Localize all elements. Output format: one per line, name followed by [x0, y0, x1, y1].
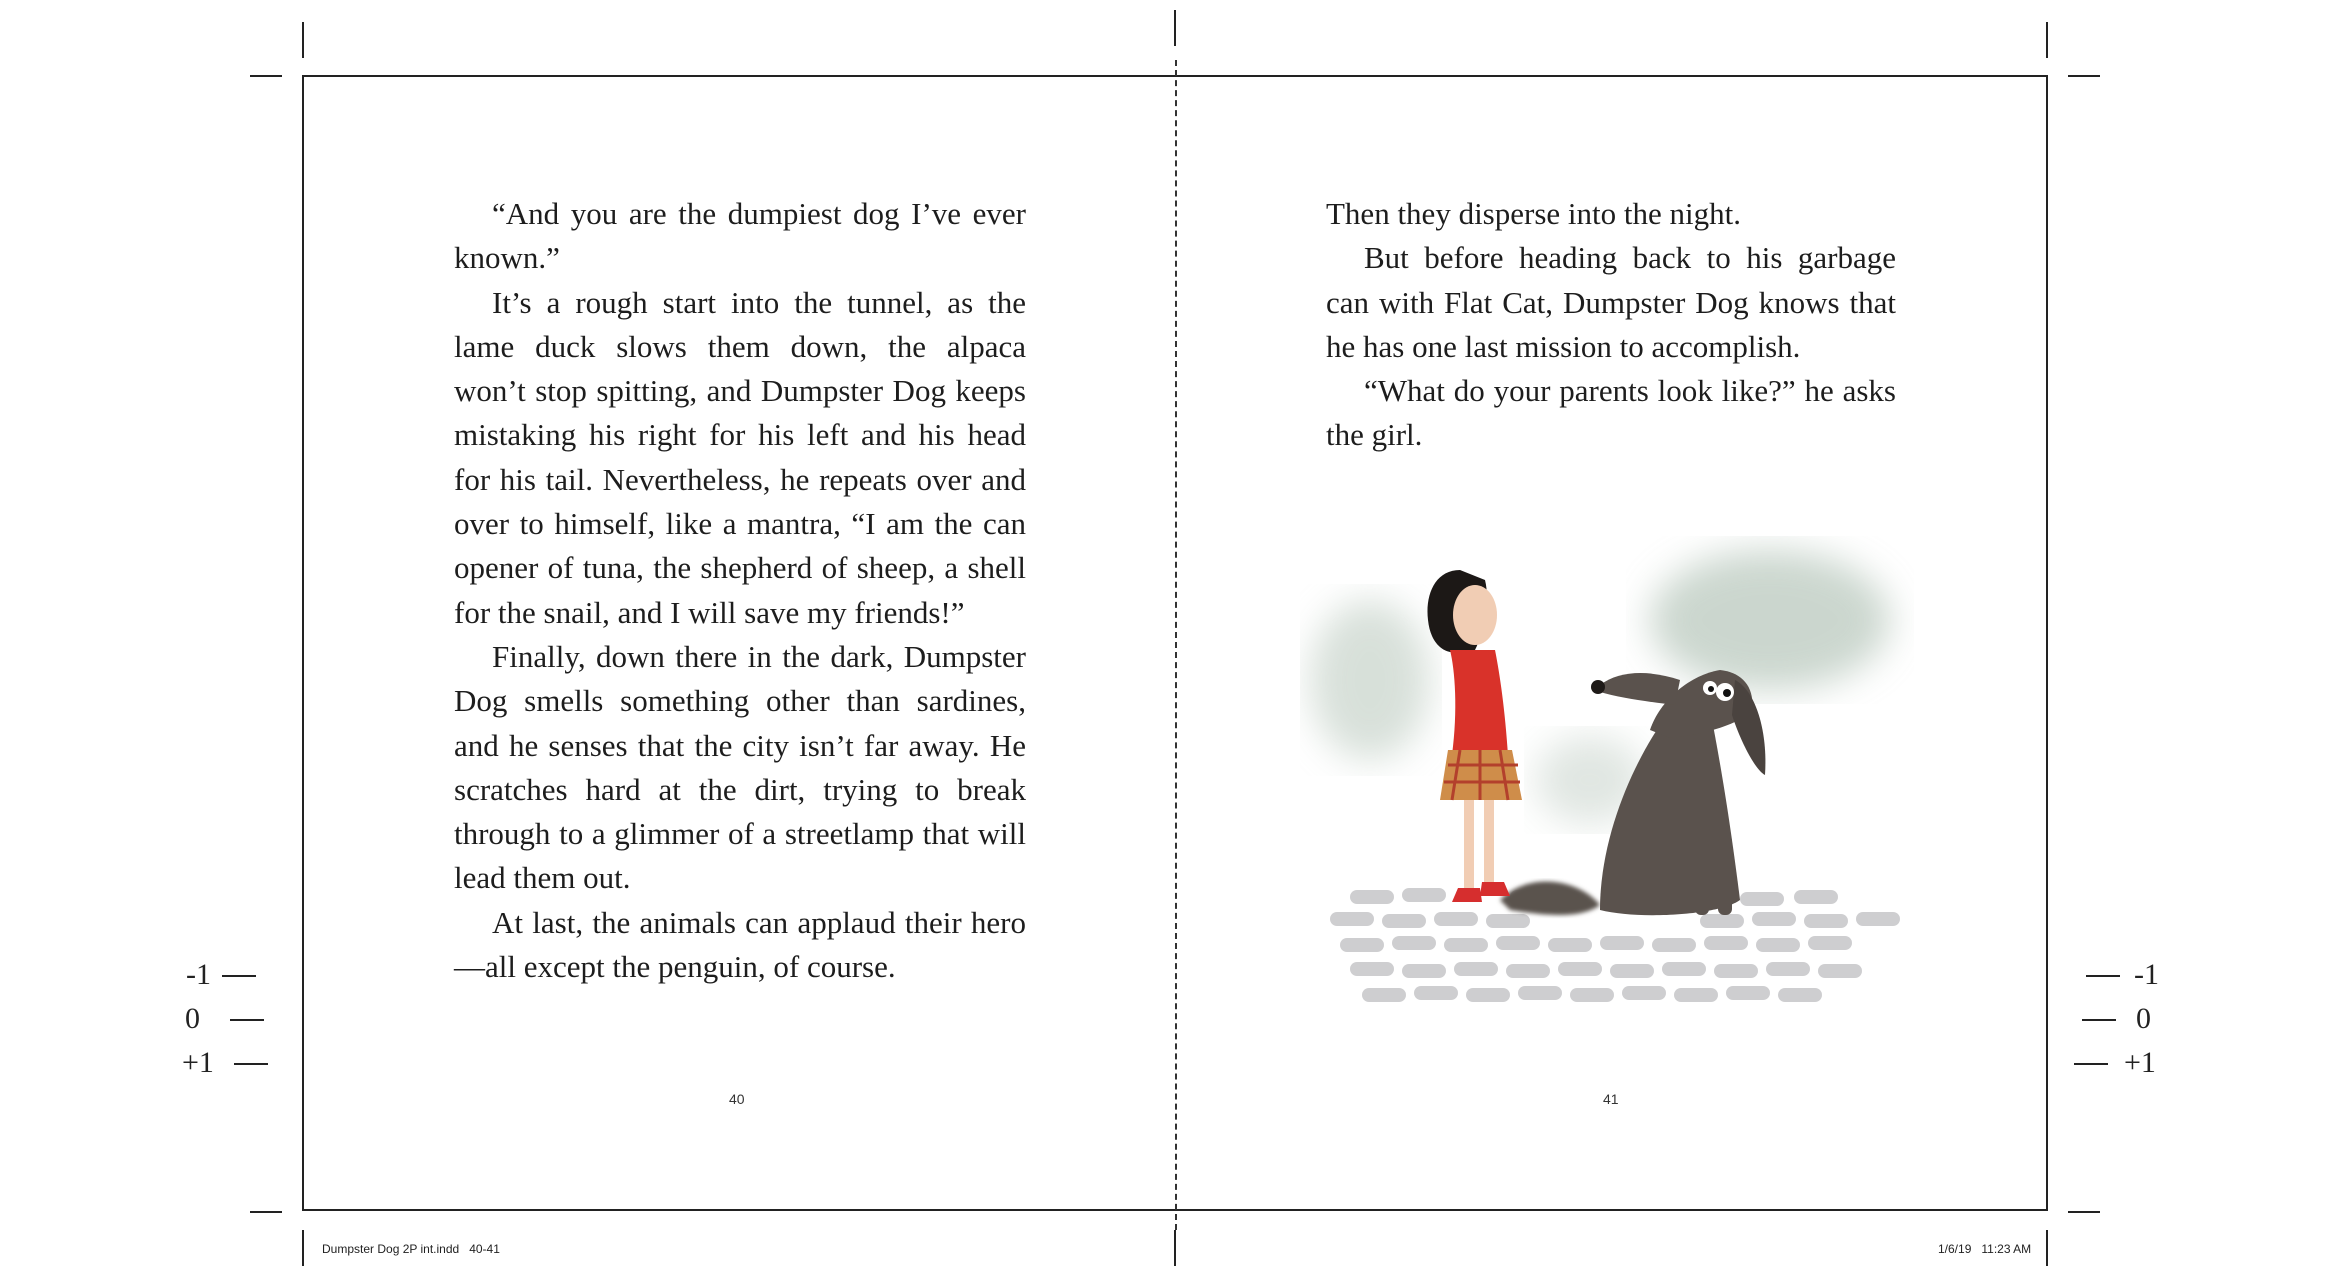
crop-mark-bottom-left	[302, 1230, 304, 1266]
paragraph: At last, the animals can applaud their hero—all except the penguin, of course.	[454, 904, 1026, 985]
crop-mark-right-top	[2068, 75, 2100, 77]
paragraph: “And you are the dumpiest dog I’ve ever known.”	[454, 196, 1026, 276]
crop-mark-top-center	[1174, 10, 1176, 46]
paragraph: Finally, down there in the dark, Dumpster Dog smells something other than sardines, and he senses that the city isn’t far away. He scratches hard at the dirt, trying to break through to a glimmer of a streetlamp that will lead them out.	[454, 638, 1026, 896]
right-page-text	[1326, 192, 1896, 458]
girl-and-dog-illustration	[1300, 510, 1940, 1070]
page-number-right: 41	[1603, 1091, 1619, 1107]
crop-mark-left-top	[250, 75, 282, 77]
paragraph: Then they disperse into the night.	[1326, 196, 1741, 231]
reg-label: -1	[186, 958, 211, 991]
reg-label: +1	[2124, 1046, 2156, 1079]
crop-mark-top-right	[2046, 22, 2048, 58]
mist-cloud	[1650, 550, 1890, 690]
paragraph: But before heading back to his garbage can with Flat Cat, Dumpster Dog knows that he has one last mission to accomplish.	[1326, 240, 1896, 364]
reg-label: 0	[2136, 1002, 2151, 1035]
paragraph: “What do your parents look like?” he asks the girl.	[1326, 373, 1896, 453]
mist-cloud	[1310, 600, 1430, 760]
slug-file-info: Dumpster Dog 2P int.indd 40-41	[322, 1242, 500, 1256]
crop-mark-top-left	[302, 22, 304, 58]
paragraph: It’s a rough start into the tunnel, as the lame duck slows them down, the alpaca won’t stop spitting, and Dumpster Dog keeps mistaking his right for his left and his head for his tail. Nevertheless, he repeats over and over to himself, like a mantra, “I am the can opener of tuna, the shepherd of sheep, a shell for the snail, and I will save my friends!”	[454, 284, 1026, 630]
spine-fold-line	[1175, 60, 1177, 1230]
left-page-text	[454, 192, 1026, 989]
registration-marks-left	[182, 953, 262, 1085]
girl-figure	[1427, 570, 1522, 902]
crop-mark-bottom-center	[1174, 1230, 1176, 1266]
crop-mark-bottom-right	[2046, 1230, 2048, 1266]
crop-mark-right-bottom	[2068, 1211, 2100, 1213]
crop-mark-left-bottom	[250, 1211, 282, 1213]
page-number-left: 40	[729, 1091, 745, 1107]
slug-timestamp: 1/6/19 11:23 AM	[1938, 1242, 2032, 1256]
registration-marks-right	[2068, 953, 2168, 1085]
reg-label: 0	[185, 1002, 200, 1035]
reg-label: +1	[182, 1046, 214, 1079]
reg-label: -1	[2134, 958, 2159, 991]
